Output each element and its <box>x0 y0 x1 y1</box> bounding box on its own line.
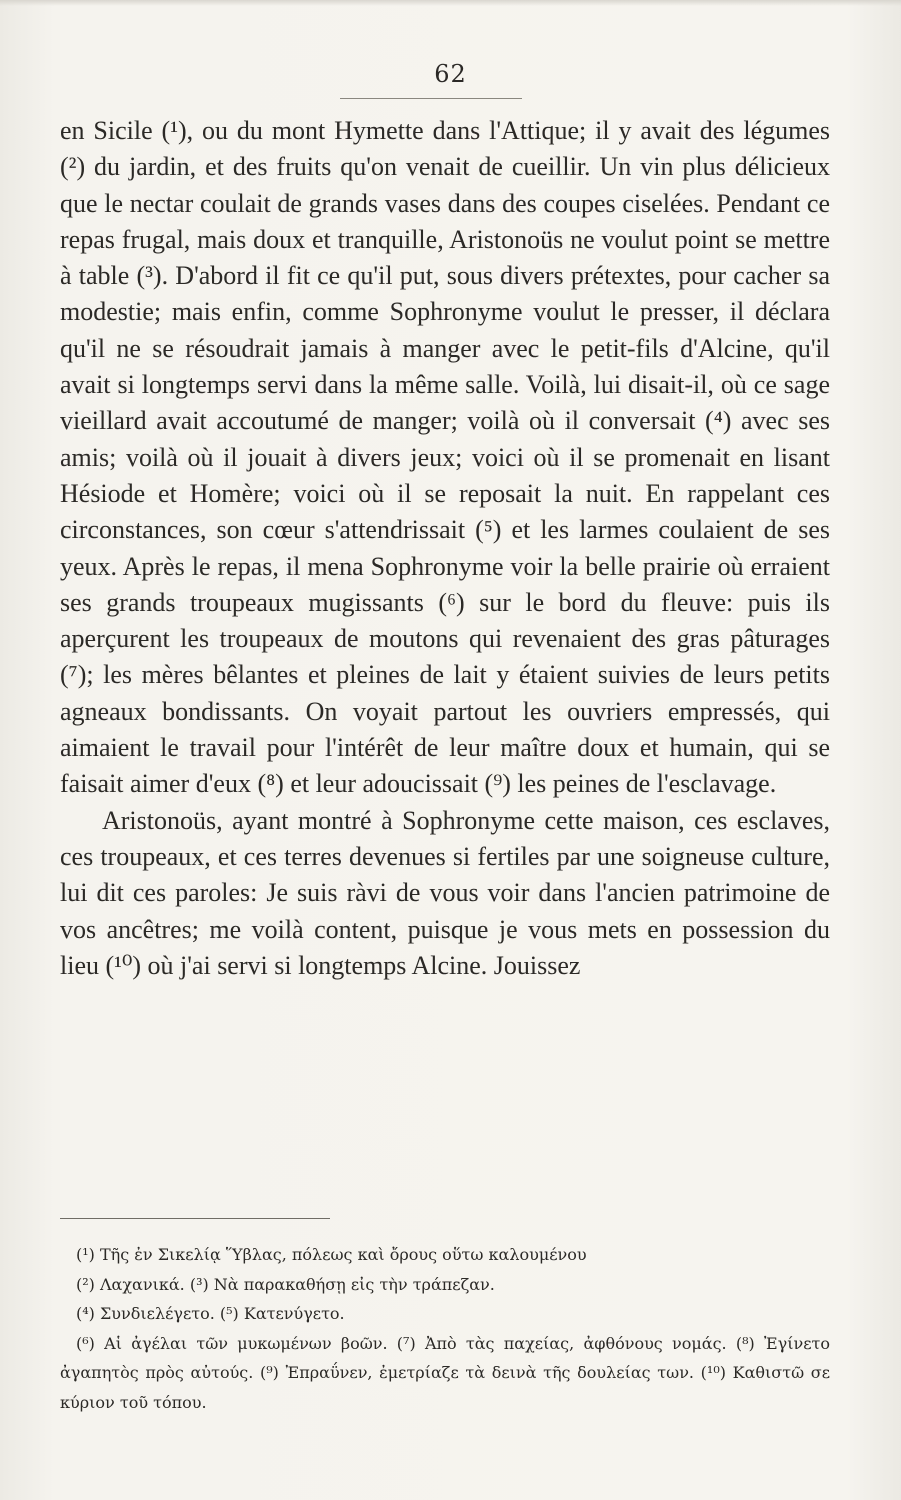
footnote-line: (¹) Τῆς ἐν Σικελίᾳ Ὕβλας, πόλεως καὶ ὄρους οὕτω καλουμένου <box>76 1245 587 1264</box>
page-number: 62 <box>434 60 467 88</box>
footnote-rule <box>60 1218 330 1219</box>
paragraph-1: en Sicile (¹), ou du mont Hymette dans l'Attique; il y avait des légumes (²) du jardin, et des fruits qu'on venait de cueillir. Un vin plus délicieux que le nectar coulait de grands vases dans des coupes ciselées. Pendant ce repas frugal, mais doux et tranquille, Aristonoüs ne voulut point se mettre à table (³). D'abord il fit ce qu'il put, sous divers prétextes, pour cacher sa modestie; mais enfin, comme Sophronyme voulut le presser, il déclara qu'il ne se résoudrait jamais à manger avec le petit-fils d'Alcine, qu'il avait si longtemps servi dans la même salle. Voilà, lui disait-il, où ce sage vieillard avait accoutumé de manger; voilà où il conversait (⁴) avec ses amis; voilà où il jouait à divers jeux; voici où il se promenait en lisant Hésiode et Homère; voici où il se reposait la nuit. En rappelant ces circonstances, son cœur s'attendrissait (⁵) et les larmes coulaient de ses yeux. Après le repas, il mena Sophronyme voir la belle prairie où erraient ses grands troupeaux mugissants (⁶) sur le bord du fleuve: puis ils aperçurent les troupeaux de moutons qui revenaient des gras pâturages (⁷); les mères bêlantes et pleines de lait y étaient suivies de leurs petits agneaux bondissants. On voyait partout les ouvriers empressés, qui aimaient le travail pour l'intérêt de leur maître doux et humain, qui se faisait aimer d'eux (⁸) et leur adoucissait (⁹) les peines de l'esclavage. <box>60 116 830 799</box>
footnote-line: (⁴) Συνδιελέγετο. (⁵) Κατενύγετο. <box>76 1304 345 1323</box>
footnote-line: (²) Λαχανικά. (³) Νὰ παρακαθήσῃ εἰς τὴν τράπεζαν. <box>76 1274 495 1294</box>
paragraph-2: Aristonoüs, ayant montré à Sophronyme cette maison, ces esclaves, ces troupeaux, et ces terres devenues si fertiles par une soigneuse culture, lui dit ces paroles: Je suis ràvi de vous voir dans l'ancien patrimoine de vos ancêtres; me voilà content, puisque je vous mets en possession du lieu (¹⁰) où j'ai servi si longtemps Alcine. Jouissez <box>60 805 830 980</box>
footnotes <box>60 1240 830 1417</box>
header-rule <box>340 98 522 99</box>
footnote-line: (⁶) Αἱ ἀγέλαι τῶν μυκωμένων βοῶν. (⁷) Ἀπὸ τὰς παχείας, ἀφθόνους νομάς. (⁸) Ἐγίνετο ἀγαπητὸς πρὸς αὐτούς. (⁹) Ἐπραΰνεν, ἐμετρίαζε τὰ δεινὰ τῆς δουλείας των. (¹⁰) Καθιστῶ σε κύριον τοῦ τόπου. <box>60 1333 830 1412</box>
main-text <box>60 113 830 984</box>
page-top-edge <box>0 0 901 6</box>
